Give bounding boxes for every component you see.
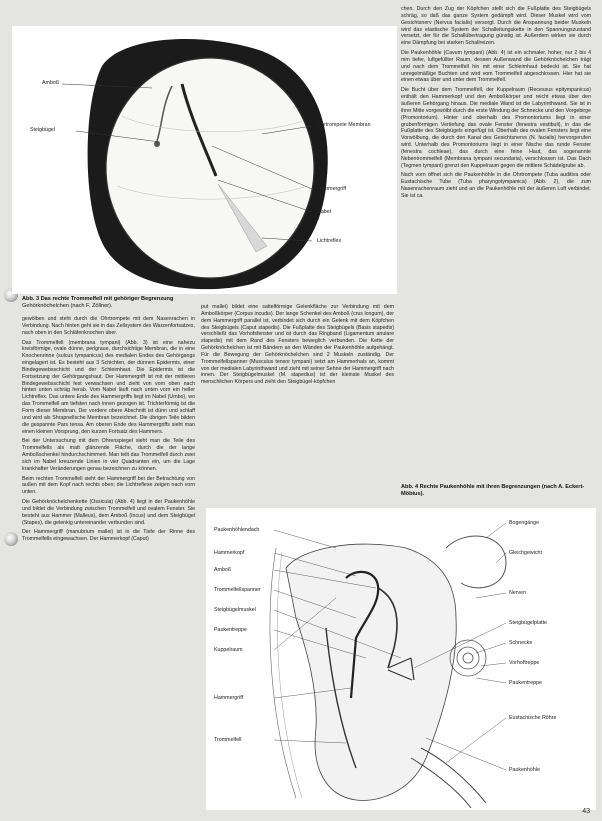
- paragraph: Beim rechten Trommelfell sieht der Hammergriff bei der Betrachtung von außen mit dem Kopf nach rechts oben; die Lichtreflexe zeigen nach vorn unten.: [22, 475, 195, 496]
- fig2-label-left: Hammergriff: [214, 695, 244, 701]
- binder-hole-bottom: [4, 532, 18, 546]
- fig2-label-right: Steigbügelplatte: [509, 620, 547, 626]
- fig2-label-left: Paukentreppe: [214, 627, 247, 633]
- figure1-caption: [22, 296, 194, 310]
- label-lichtreflex: Lichtreflex: [317, 238, 342, 244]
- fig2-label-left: Trommelfell: [214, 737, 242, 743]
- fig2-label-left: Kuppelraum: [214, 647, 243, 653]
- figure-eardrum: [12, 26, 397, 294]
- paragraph: Der Hammergriff (manubrium mallei) ist in die Tiefe der Rinne des Trommelfells eingewachsen. Der Hammerkopf (Caput): [22, 529, 195, 543]
- paragraph: Die Gehörknöchelchenkette (Ossicula) (Abb. 4) liegt in der Paukenhöhle und bildet die Verbindung zwischen Trommelfell und ovalem Fenster. Sie besteht aus Hammer (Malleus), dem Amboß (Incus) und dem Steigbügel (Stapes), die gelenkig untereinander verbunden sind.: [22, 499, 195, 526]
- paragraph: Bei der Untersuchung mit dem Ohrenspiegel sieht man die Teile des Trommelfells als matt glänzende Fläche, durch die der lange Amboßschenkel hindurchschimmert. Man teilt das Trommelfell durch zwei sich im Nabel kreuzende Linien in vier Quadranten ein, um die Lage krankhafter Veränderungen genau bezeichnen zu können.: [22, 438, 195, 472]
- paragraph: gewölben und steht durch die Ohrtrompete mit dem Nasenrachen in Verbindung. Nach hinten geht sie in das Zellsystem des Warzenfortsatzes, nach oben in den Schläfenknochen über.: [22, 316, 195, 336]
- text-column-left: [22, 316, 195, 816]
- label-amboss: Amboß: [42, 80, 60, 86]
- fig2-label-right: Bogengänge: [509, 520, 540, 526]
- fig2-label-left: Amboß: [214, 567, 232, 573]
- figure-middle-ear: [206, 508, 596, 810]
- paragraph: chen. Durch den Zug der Köpfchen stellt sich die Fußplatte des Steigbügels schräg, so daß das ganze System gedämpft wird. Dieser Muskel wird vom Gesichtsnerv (Nervus facialis) versorgt. Durch die Anspannung beider Muskeln wird das elastische System der Schalleitungskette in den Spannungszustand versetzt, der für die Schallübertragung günstig ist. Außerdem wirken sie durch eine Dämpfung bei starken Schallreizen.: [401, 6, 591, 47]
- paragraph: Nach vorn öffnet sich die Paukenhöhle in die Ohrtrompete (Tuba auditiva oder Eustachische Tube (Tuba pharyngotympanica) (Abb. 2), die zum Nasenrachenraum zieht und an die Paukenhöhle mit der äußeren Luft verbindet. Sie ist ca.: [401, 172, 591, 199]
- figure2-caption-title: Abb. 4 Rechte Paukenhöhle mit ihren Begrenzungen: [401, 484, 541, 490]
- page-number: 43: [582, 808, 590, 815]
- fig2-label-left: Hammerkopf: [214, 550, 245, 556]
- fig2-label-left: Steigbügelmuskel: [214, 607, 256, 613]
- figure2-caption: [401, 484, 591, 498]
- label-membran: Ohrtrompete Membran: [317, 122, 371, 128]
- fig2-label-right: Schnecke: [509, 640, 533, 646]
- label-hammergriff: Hammergriff: [317, 186, 347, 192]
- paragraph: put mallei) bildet eine sattelförmige Gelenkfläche zur Verbindung mit dem Amboßkörper (Corpus incudis). Der lange Schenkel des Amboß (crus longum), der dem Hammergriff parallel ist, verbindet sich durch ein Gelenk mit dem Köpfchen des Steigbügels (Caput stapedis). Die Fußplatte des Steigbügels (Basis stapedis) verschließt das Vorhofsfenster und ist durch das Ringband (Ligamentum anulare stapedis) mit dem Rand des Fensters beweglich verbunden. Die Kette der Gehörknöchelchen ist mit Bändern an den Wänden der Paukenhöhle aufgehängt. Für die Bewegung der Gehörknöchelchen sind 2 Muskeln zuständig. Der Trommelfellspanner (Musculus tensor tympani) setzt am Hammerhals an, kommt von der medialen Labyrinthwand und zieht mit seiner Sehne der Hammergriff nach innen. Der Steigbügelmuskel (M. stapedius) ist der kleinste Muskel des menschlichen Körpers und zieht den Steigbügel-köpfchen: [201, 304, 394, 386]
- label-steigbuegel: Steigbügel: [30, 127, 56, 133]
- figure2-caption-detail: (nach A. Eckert-Möbius).: [401, 484, 585, 497]
- fig2-label-right: Paukenhöhle: [509, 767, 540, 773]
- eardrum-illustration: [12, 26, 397, 294]
- fig2-label-left: Paukenhöhlendach: [214, 527, 260, 533]
- fig2-label-right: Eustachische Röhre: [509, 715, 557, 721]
- fig2-label-left: Trommelfellspanner: [214, 587, 261, 593]
- label-nabel: Nabel: [317, 209, 331, 215]
- paragraph: Die Paukenhöhle (Cavum tympani) (Abb. 4) ist ein schmaler, hoher, nur 2 bis 4 mm tiefer, luftgefüllter Raum, dessen Außenwand die Gehörknöchelchen trägt und nach dem Trommelfell hin mit einer Schleimhaut bedeckt ist. Sie hat unregelmäßige Buchten und wird vom Trommelfell abgeschlossen. Hier hat sie einen etwas über und unter dem Trommelfell.: [401, 50, 591, 84]
- fig2-label-right: Gleichgewicht: [509, 550, 542, 556]
- fig2-label-right: Vorhoftreppe: [509, 660, 540, 666]
- figure1-caption-title: Abb. 3 Das rechte Trommelfell mit gehöriger Begrenzung: [22, 296, 174, 302]
- paragraph: Die Bucht über dem Trommelfell, der Kuppelraum (Recessus epitympanicus) enthält den Hammerkopf und den Amboßkörper und reicht etwas über den äußeren Gehörgang hinaus. Die mediale Wand ist die Labyrinthwand. Sie ist in ihrer Mitte vorgewölbt durch die erste Windung der Schnecke und den Vorgebirge (Promontorium). Hinter und oberhalb des Promontoriums liegt in einer grubenförmigen Vertiefung das ovale Fenster (fenestra vestibuli), in das die Fußplatte des Steigbügels eingefügt ist. Oberhalb des ovalen Fensters liegt eine Vorwölbung, die durch den Kanal des Gesichtsnervs (N. facialis) hervorgerufen wird. Unterhalb des Promontoriums liegt in einer Nische das runde Fenster (fenestra cochleae), das durch eine feine Haut, das sogenannte Nebentrommelfell (Membrana tympani secundaria), verschlossen ist. Das Dach (Tegmen tympani) grenzt den Kuppelraum gegen die mittlere Schädelgrube ab.: [401, 87, 591, 169]
- text-column-right: [401, 6, 591, 203]
- text-column-middle: [201, 304, 394, 500]
- figure1-caption-detail: Gehörknöchelchen (nach F. Zöllner).: [22, 303, 113, 309]
- fig2-label-right: Nerven: [509, 590, 527, 596]
- tympanic-membrane: [106, 58, 314, 278]
- paragraph: Das Trommelfell (membrana tympani) (Abb. 3) ist eine nahezu kreisförmige, ovale dünne, perlgraue, durchsichtige Membran, die in eine Knochenrinne (sulcus tympanicus) des medialen Endes des Gehörgangs eingelagert ist. Es besteht aus 3 Schichten, der dünnen Epidermis, einer Bindegewebsschicht und der Schleimhaut. Die Epidermis ist die Fortsetzung der Gehörgangshaut. Der Hammergriff ist mit der mittleren Bindegewebsschicht fest verwachsen und zieht von vorn oben nach hinten unten schräg herab. Vom Nabel läuft nach unten vorn ein heller Lichtreflex. Das untere Ende des Hammergriffs liegt im Nabel (Umbo), wo das Trommelfell am tiefsten nach innen gezogen ist. Trichterförmig ist die Form dieser Membran. Der vordere obere Abschnitt ist dünn und schlaff und wird als Shrapnellsche Membran bezeichnet. Die übrigen Teile bilden die gespannte Pars tensa. Am oberen Ende des Hammergriffs sieht man einen kleinen Vorsprung, den kurzen Fortsatz des Hammers.: [22, 339, 195, 435]
- fig2-label-right: Paukentreppe: [509, 680, 542, 686]
